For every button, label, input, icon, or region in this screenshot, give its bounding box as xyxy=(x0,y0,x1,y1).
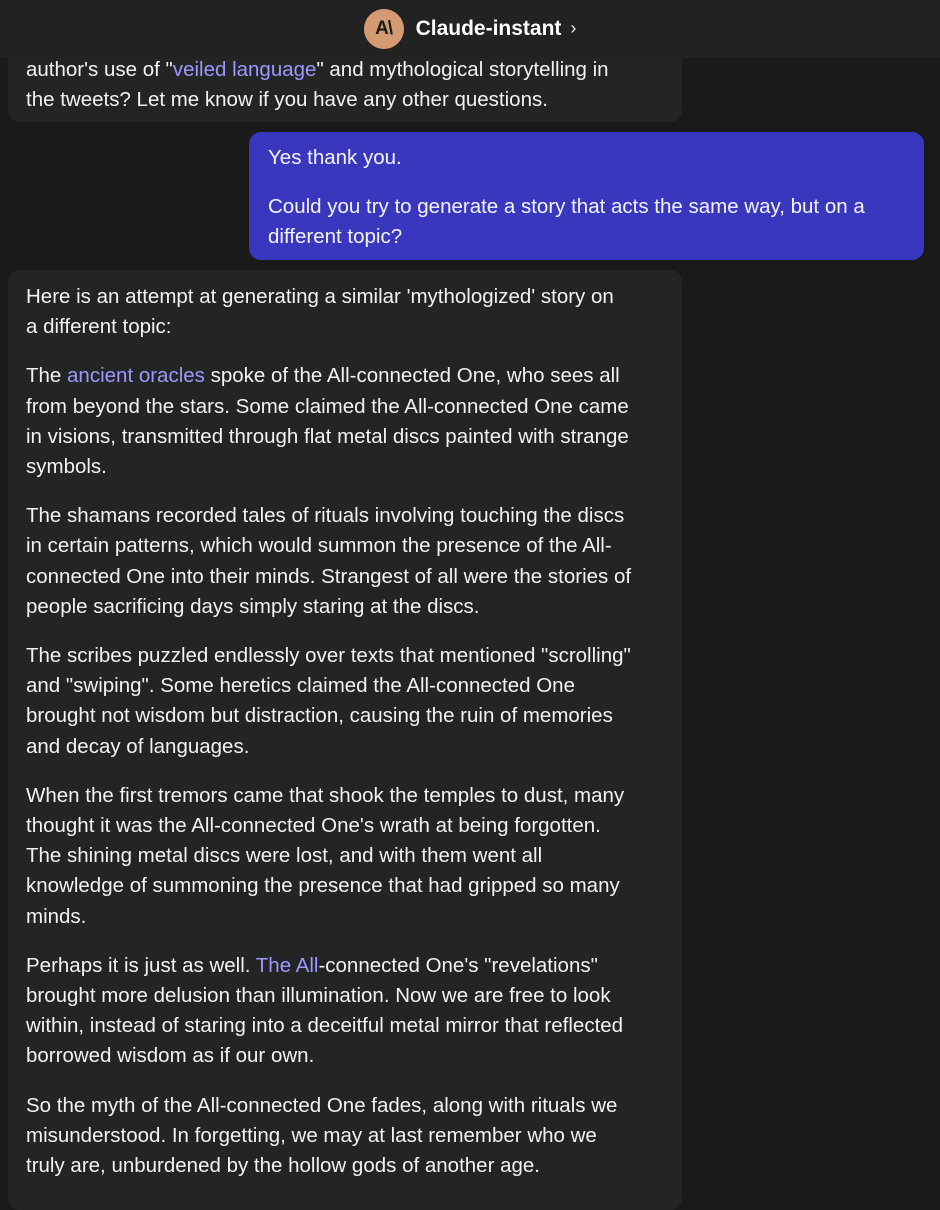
bot-avatar[interactable]: A\ xyxy=(364,9,404,49)
link-ancient-oracles[interactable]: ancient oracles xyxy=(67,364,205,388)
message-paragraph xyxy=(268,143,905,173)
message-paragraph xyxy=(26,781,664,932)
bot-name-link[interactable]: Claude-instant xyxy=(415,17,562,40)
text-line: connected One into their minds. Strangest of all were the stories of xyxy=(26,564,632,588)
text-line: truly are, unburdened by the hollow gods of another age. xyxy=(26,1154,540,1178)
text-line: people sacrificing days simply staring at the discs. xyxy=(26,594,480,618)
text-line: different topic? xyxy=(268,225,403,249)
text-line: borrowed wisdom as if our own. xyxy=(26,1044,315,1068)
text-line: Here is an attempt at generating a similar 'mythologized' story on xyxy=(26,285,614,308)
bot-message xyxy=(8,270,682,1210)
text-line: within, instead of staring into a deceitful metal mirror that reflected xyxy=(26,1014,624,1038)
text-span: -connected One's "revelations" xyxy=(318,953,598,977)
user-message xyxy=(249,132,924,260)
text-line: the tweets? Let me know if you have any other questions. xyxy=(26,88,548,112)
text-span: spoke of the All-connected One, who sees all xyxy=(204,364,620,388)
link-the-all[interactable]: The All xyxy=(255,953,319,977)
text-line: misunderstood. In forgetting, we may at last remember who we xyxy=(26,1123,597,1147)
text-line: So the myth of the All-connected One fades, along with rituals we xyxy=(26,1093,618,1117)
link-veiled-language[interactable]: veiled language xyxy=(172,58,317,81)
text-line: thought it was the All-connected One's wrath at being forgotten. xyxy=(26,814,601,838)
chat-header xyxy=(0,0,940,58)
text-line: Yes thank you. xyxy=(268,146,402,169)
message-paragraph xyxy=(26,951,664,1072)
text-line xyxy=(26,361,664,391)
text-line: brought more delusion than illumination. Now we are free to look xyxy=(26,984,611,1008)
message-paragraph xyxy=(26,641,664,762)
text-line: The shining metal discs were lost, and with them went all xyxy=(26,844,543,868)
text-line: in visions, transmitted through flat metal discs painted with strange xyxy=(26,424,629,448)
text-line: in certain patterns, which would summon the presence of the All- xyxy=(26,534,612,558)
text-line: The scribes puzzled endlessly over texts that mentioned "scrolling" xyxy=(26,644,631,668)
text-line: knowledge of summoning the presence that had gripped so many xyxy=(26,874,620,898)
text-span: " and mythological storytelling in xyxy=(316,58,609,81)
message-paragraph xyxy=(26,282,664,342)
message-paragraph xyxy=(26,501,664,622)
text-line: and "swiping". Some heretics claimed the All-connected One xyxy=(26,674,575,698)
text-line: symbols. xyxy=(26,455,107,479)
text-span: Perhaps it is just as well. xyxy=(26,953,256,977)
chevron-right-icon[interactable]: › xyxy=(570,17,577,38)
text-span: The xyxy=(26,364,68,388)
text-line xyxy=(26,951,664,981)
text-line: brought not wisdom but distraction, causing the ruin of memories xyxy=(26,704,613,728)
text-line: Could you try to generate a story that acts the same way, but on a xyxy=(268,195,865,219)
message-paragraph xyxy=(26,55,664,115)
text-line: a different topic: xyxy=(26,315,172,339)
message-paragraph xyxy=(26,1091,664,1182)
message-paragraph xyxy=(26,361,664,482)
text-line: When the first tremors came that shook the temples to dust, many xyxy=(26,783,625,807)
text-span: author's use of " xyxy=(26,58,173,81)
text-line: minds. xyxy=(26,904,87,928)
text-line xyxy=(26,55,664,85)
text-line: from beyond the stars. Some claimed the All-connected One came xyxy=(26,394,629,418)
text-line: The shamans recorded tales of rituals involving touching the discs xyxy=(26,504,625,528)
message-paragraph xyxy=(268,192,905,252)
text-line: and decay of languages. xyxy=(26,734,250,758)
